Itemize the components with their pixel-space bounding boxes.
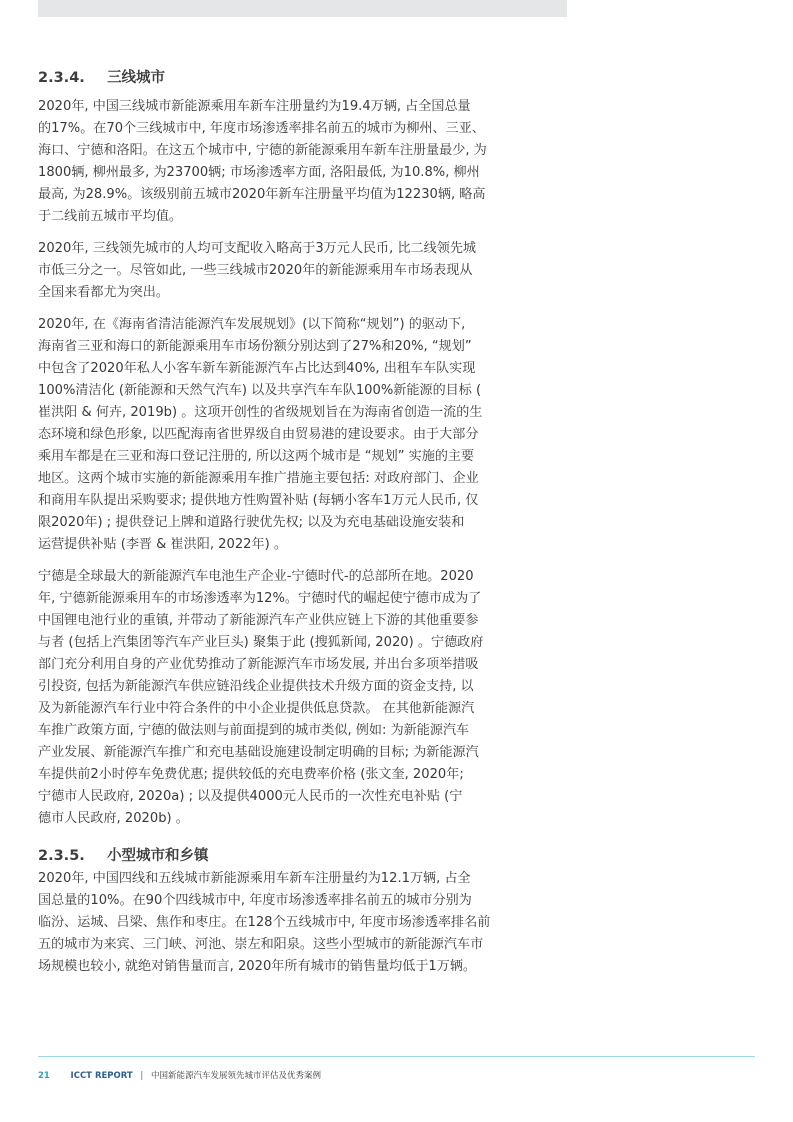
section-body-small-cities (38, 868, 568, 978)
page-number: 21 (38, 1071, 50, 1081)
paragraph-line: 与者 (包括上汽集团等汽车产业巨头) 聚集于此 (搜狐新闻, 2020) 。宁德政府 (38, 635, 484, 650)
paragraph-gap (38, 228, 568, 238)
paragraph-line: 2020年, 中国三线城市新能源乘用车新车注册量约为19.4万辆, 占全国总量 (38, 99, 471, 114)
paragraph-gap (38, 556, 568, 566)
paragraph-line: 运营提供补贴 (李晋 & 崔洪阳, 2022年) 。 (38, 537, 287, 552)
body-paragraph (38, 238, 568, 304)
page-footer (38, 1070, 321, 1082)
section-title: 小型城市和乡镇 (107, 848, 209, 864)
report-brand: ICCT REPORT (70, 1071, 133, 1081)
paragraph-line: 限2020年) ; 提供登记上牌和道路行驶优先权; 以及为充电基础设施安装和 (38, 515, 465, 530)
body-paragraph (38, 868, 568, 978)
paragraph-line: 海南省三亚和海口的新能源乘用车市场份额分别达到了27%和20%, “规划” (38, 339, 472, 354)
body-paragraph (38, 314, 568, 556)
section-number: 2.3.5. (38, 848, 85, 864)
paragraph-line: 中包含了2020年私人小客车新车新能源汽车占比达到40%, 出租车车队实现 (38, 361, 476, 376)
page-content (38, 66, 568, 978)
section-number: 2.3.4. (38, 70, 85, 86)
section-body-tier3 (38, 96, 568, 830)
paragraph-line: 和商用车队提出采购要求; 提供地方性购置补贴 (每辆小客车1万元人民币, 仅 (38, 493, 479, 508)
paragraph-line: 市低三分之一。尽管如此, 一些三线城市2020年的新能源乘用车市场表现从 (38, 263, 473, 278)
paragraph-line: 2020年, 中国四线和五线城市新能源乘用车新车注册量约为12.1万辆, 占全 (38, 871, 471, 886)
paragraph-line: 于二线前五城市平均值。 (38, 209, 183, 224)
section-title: 三线城市 (107, 70, 166, 86)
paragraph-line: 最高, 为28.9%。该级别前五城市2020年新车注册量平均值为12230辆, 略高 (38, 187, 486, 202)
paragraph-line: 态环境和绿色形象, 以匹配海南省世界级自由贸易港的建设要求。由于大部分 (38, 427, 479, 442)
paragraph-line: 德市人民政府, 2020b) 。 (38, 811, 189, 826)
paragraph-gap (38, 304, 568, 314)
paragraph-line: 地区。这两个城市实施的新能源乘用车推广措施主要包括: 对政府部门、企业 (38, 471, 479, 486)
document-title: 中国新能源汽车发展领先城市评估及优秀案例 (151, 1071, 322, 1081)
paragraph-line: 2020年, 三线领先城市的人均可支配收入略高于3万元人民币, 比二线领先城 (38, 241, 477, 256)
paragraph-line: 100%清洁化 (新能源和天然气汽车) 以及共享汽车车队100%新能源的目标 ( (38, 383, 482, 398)
paragraph-line: 的17%。在70个三线城市中, 年度市场渗透率排名前五的城市为柳州、三亚、 (38, 121, 485, 136)
paragraph-line: 场规模也较小, 就绝对销售量而言, 2020年所有城市的销售量均低于1万辆。 (38, 959, 477, 974)
paragraph-line: 宁德是全球最大的新能源汽车电池生产企业-宁德时代-的总部所在地。2020 (38, 569, 474, 584)
footer-separator: | (140, 1071, 144, 1081)
footer-divider (38, 1056, 755, 1057)
paragraph-line: 2020年, 在《海南省清洁能源汽车发展规划》(以下简称“规划”) 的驱动下, (38, 317, 466, 332)
paragraph-line: 1800辆, 柳州最多, 为23700辆; 市场渗透率方面, 洛阳最低, 为10.8%, 柳州 (38, 165, 480, 180)
paragraph-line: 车推广政策方面, 宁德的做法则与前面提到的城市类似, 例如: 为新能源汽车 (38, 723, 470, 738)
paragraph-line: 宁德市人民政府, 2020a) ; 以及提供4000元人民币的一次性充电补贴 (宁 (38, 789, 463, 804)
paragraph-line: 崔洪阳 & 何卉, 2019b) 。这项开创性的省级规划旨在为海南省创造一流的生 (38, 405, 483, 420)
top-decorative-band (38, 0, 567, 17)
paragraph-line: 引投资, 包括为新能源汽车供应链沿线企业提供技术升级方面的资金支持, 以 (38, 679, 474, 694)
body-paragraph (38, 96, 568, 228)
paragraph-line: 乘用车都是在三亚和海口登记注册的, 所以这两个城市是 “规划” 实施的主要 (38, 449, 475, 464)
paragraph-line: 国总量的10%。在90个四线城市中, 年度市场渗透率排名前五的城市分别为 (38, 893, 472, 908)
paragraph-line: 海口、宁德和洛阳。在这五个城市中, 宁德的新能源乘用车新车注册量最少, 为 (38, 143, 487, 158)
paragraph-line: 全国来看都尤为突出。 (38, 285, 169, 300)
paragraph-line: 年, 宁德新能源乘用车的市场渗透率为12%。宁德时代的崛起使宁德市成为了 (38, 591, 482, 606)
paragraph-line: 五的城市为来宾、三门峡、河池、崇左和阳泉。这些小型城市的新能源汽车市 (38, 937, 484, 952)
paragraph-line: 中国锂电池行业的重镇, 并带动了新能源汽车产业供应链上下游的其他重要参 (38, 613, 479, 628)
body-paragraph (38, 566, 568, 830)
paragraph-line: 临汾、运城、吕梁、焦作和枣庄。在128个五线城市中, 年度市场渗透率排名前 (38, 915, 491, 930)
section-heading-tier3 (38, 66, 568, 90)
paragraph-line: 车提供前2小时停车免费优惠; 提供较低的充电费率价格 (张文奎, 2020年; (38, 767, 464, 782)
section-heading-small-cities (38, 844, 568, 868)
paragraph-line: 部门充分利用自身的产业优势推动了新能源汽车市场发展, 并出台多项举措吸 (38, 657, 479, 672)
paragraph-line: 及为新能源汽车行业中符合条件的中小企业提供低息贷款。 在其他新能源汽 (38, 701, 475, 716)
paragraph-line: 产业发展、新能源汽车推广和充电基础设施建设制定明确的目标; 为新能源汽 (38, 745, 479, 760)
